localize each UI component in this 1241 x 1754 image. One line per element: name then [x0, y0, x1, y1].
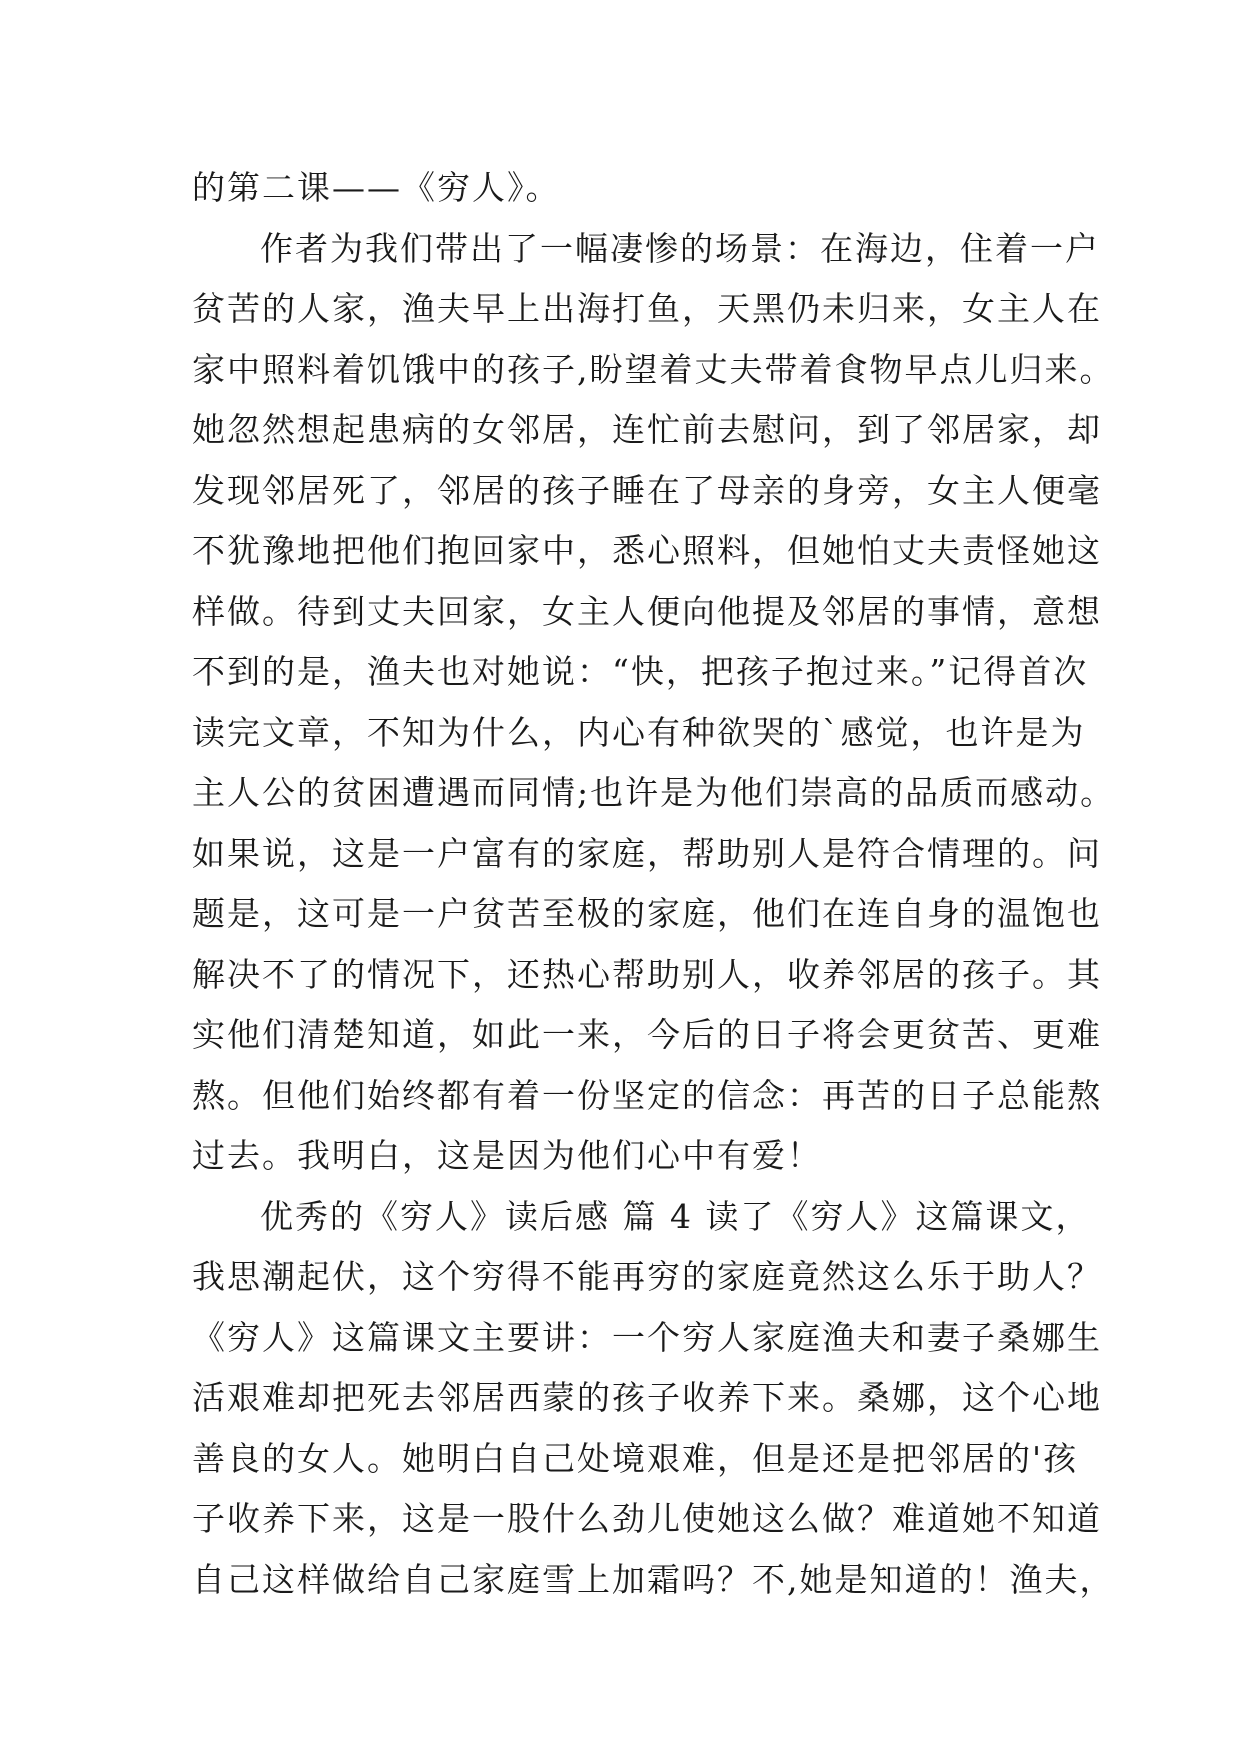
text-line: 活艰难却把死去邻居西蒙的孩子收养下来。桑娜，这个心地 [192, 1378, 1102, 1417]
text-line: 《穷人》这篇课文主要讲：一个穷人家庭渔夫和妻子桑娜生 [192, 1317, 1102, 1357]
text-line: 自己这样做给自己家庭雪上加霜吗？不,她是知道的！渔夫， [192, 1559, 1115, 1599]
text-line: 家中照料着饥饿中的孩子,盼望着丈夫带着食物早点儿归来。 [192, 349, 1115, 389]
text-line: 子收养下来，这是一股什么劲儿使她这么做？难道她不知道 [192, 1499, 1102, 1538]
text-line: 善良的女人。她明白自己处境艰难，但是还是把邻居的'孩 [192, 1438, 1079, 1478]
text-line: 不到的是，渔夫也对她说：“快，把孩子抱过来。”记得首次 [192, 652, 1089, 691]
text-line: 不犹豫地把他们抱回家中，悉心照料，但她怕丈夫责怪她这 [192, 531, 1102, 570]
text-line: 她忽然想起患病的女邻居，连忙前去慰问，到了邻居家，却 [192, 410, 1102, 449]
text-line: 实他们清楚知道，如此一来，今后的日子将会更贫苦、更难 [192, 1015, 1102, 1054]
text-line: 样做。待到丈夫回家，女主人便向他提及邻居的事情，意想 [192, 591, 1102, 631]
text-line: 如果说，这是一户富有的家庭，帮助别人是符合情理的。问 [192, 833, 1102, 873]
text-line: 作者为我们带出了一幅凄惨的场景：在海边，住着一户 [260, 228, 1100, 268]
text-line: 题是，这可是一户贫苦至极的家庭，他们在连自身的温饱也 [192, 894, 1102, 933]
text-line: 发现邻居死了，邻居的孩子睡在了母亲的身旁，女主人便毫 [192, 470, 1102, 510]
text-line: 主人公的贫困遭遇而同情;也许是为他们崇高的品质而感动。 [192, 773, 1116, 812]
text-line: 贫苦的人家，渔夫早上出海打鱼，天黑仍未归来，女主人在 [192, 289, 1102, 328]
text-line: 过去。我明白，这是因为他们心中有爱！ [192, 1136, 822, 1175]
section-heading-line: 优秀的《穷人》读后感 篇 4 读了《穷人》这篇课文， [260, 1196, 1091, 1236]
text-line: 熬。但他们始终都有着一份坚定的信念：再苦的日子总能熬 [192, 1075, 1102, 1115]
text-line: 的第二课——《穷人》。 [192, 168, 561, 207]
text-line: 解决不了的情况下，还热心帮助别人，收养邻居的孩子。其 [192, 954, 1102, 994]
text-line: 我思潮起伏，这个穷得不能再穷的家庭竟然这么乐于助人？ [192, 1257, 1102, 1296]
body-text [192, 158, 1116, 1610]
text-line: 读完文章，不知为什么，内心有种欲哭的`感觉，也许是为 [192, 712, 1086, 752]
